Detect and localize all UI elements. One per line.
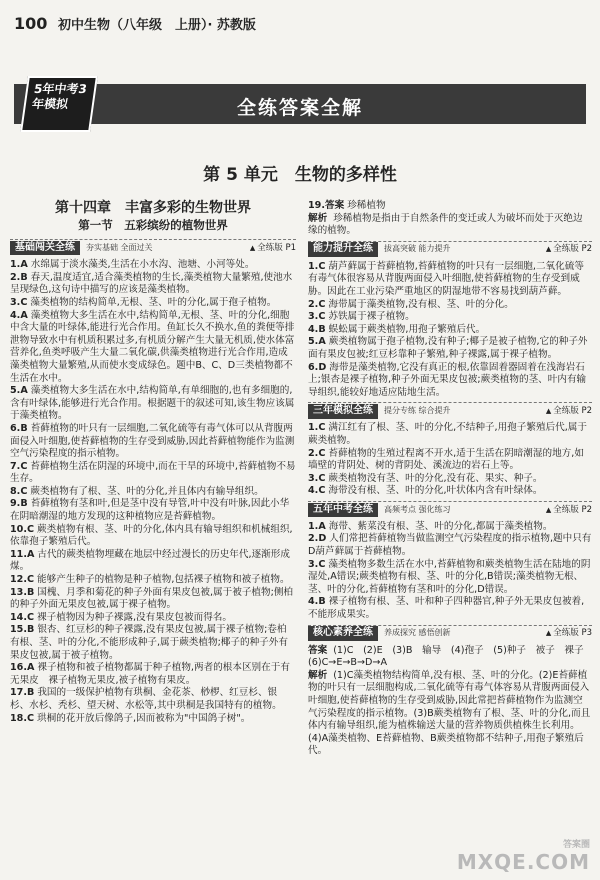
answer-item	[308, 559, 592, 597]
section-title: 第一节 五彩缤纷的植物世界	[78, 217, 228, 232]
right-column	[308, 200, 592, 758]
answer-number: 18.C	[10, 712, 35, 724]
answer-item	[308, 473, 592, 486]
answer-item	[10, 624, 296, 662]
answer-text: 春天,温度适宜,适合藻类植物的生长,藻类植物大量繁殖,使池水呈现绿色,这句诗中描写的应该是藻类植物。	[10, 271, 293, 296]
section-bar-five-year: 五年中考全练 高频考点 强化练习 ▲ 全练版 P2	[308, 501, 592, 518]
answer-item	[10, 524, 296, 549]
answer-text: 蕨类植物没有茎、叶的分化,没有花、果实、种子。	[328, 472, 543, 484]
answer-text: 苔藓植物有茎和叶,但是茎中没有导管,叶中没有叶脉,因此小华在阴暗潮湿的地方发现的这种植物应是苔藓植物。	[10, 498, 290, 523]
answer-number: 3.C	[308, 472, 326, 484]
answer-number: 6.D	[308, 361, 327, 373]
answer-text: 水绵属于淡水藻类,生活在小水沟、池塘、小河等处。	[30, 259, 255, 271]
answer-item	[10, 687, 296, 712]
answer-item	[308, 596, 592, 621]
answer-text: 苔藓植物生活在阴湿的环境中,而在干旱的环境中,苔藓植物不易生存。	[10, 460, 296, 485]
answer-text: 裸子植物和被子植物都属于种子植物,两者的根本区别在于有无果皮 裸子植物无果皮,被子植物有果皮。	[10, 662, 290, 686]
answer-item	[308, 362, 592, 400]
answer-text: 海带属于藻类植物,没有根、茎、叶的分化。	[328, 298, 514, 310]
answer-number: 1.C	[308, 422, 326, 434]
left-column	[10, 200, 296, 725]
answer-banner	[14, 84, 586, 124]
answer-number: 10.C	[10, 523, 35, 535]
answer-number: 2.B	[10, 271, 28, 283]
answer-text: 裸子植物有根、茎、叶和种子四种器官,种子外无果皮包被着,不能形成果实。	[308, 596, 585, 621]
answer-item	[308, 448, 592, 473]
answer-list-three-year	[308, 422, 592, 498]
unit-title: 第 5 单元 生物的多样性	[203, 165, 397, 185]
answer-text: 蕨类植物属于孢子植物,没有种子;椰子是被子植物,它的种子外面有果皮包被;红豆杉靠种子繁殖,种子裸露,属于裸子植物。	[308, 336, 588, 360]
answer-item	[308, 422, 592, 447]
answer-number: 1.C	[308, 260, 326, 272]
answer-list-basic	[10, 259, 296, 725]
answer-number: 4.B	[308, 596, 326, 608]
banner-title: 全练答案全解	[236, 97, 363, 119]
answer-number: 14.C	[10, 611, 35, 623]
answer-item	[10, 662, 296, 687]
answer-text: 藻类植物多数生活在水中,苔藓植物和蕨类植物生活在陆地的阴湿处,A错误;蕨类植物有根、茎、叶的分化,B错误;藻类植物无根、茎、叶的分化,苔藓植物有茎和叶的分化,D错误。	[308, 558, 591, 595]
watermark	[457, 837, 590, 874]
core-analysis: 解析 (1)C藻类植物结构简单,没有根、茎、叶的分化。(2)E苔藓植物的叶只有一层细胞构成,二氧化硫等有毒气体容易从背腹两面侵入叶细胞,使苔藓植物的生存受到威胁,因此常把苔藓植物作为监测空气污染程度的指示植物。(3)B蕨类植物有了根、茎、叶的分化,而且体内有输导组织,能为植株输送大量的营养物质供植株生长利用。(4)A藻类植物、E苔藓植物、B蕨类植物都不结种子,用孢子繁殖后代。	[308, 669, 591, 757]
answer-text: 我国的一级保护植物有珙桐、金花茶、桫椤、红豆杉、银杉、水杉、秃杉、望天树、水松等,其中珙桐是我国特有的植物。	[10, 687, 282, 711]
watermark-sub: 答案圈	[562, 840, 590, 850]
answer-number: 11.A	[10, 548, 35, 560]
answer-item	[10, 612, 296, 625]
answer-text: 海带是藻类植物,它没有真正的根,依靠固着器固着在浅海岩石上;银杏是裸子植物,种子外面无果皮包被;蕨类植物的茎、叶内有输导组织,能较好地适应陆地生活。	[308, 361, 587, 398]
answer-item	[308, 521, 592, 534]
section-bar-ability: 能力提升全练 拔高突破 能力提升 ▲ 全练版 P2	[308, 241, 592, 258]
answer-item	[308, 311, 592, 324]
answer-text: 人们常把苔藓植物当做监测空气污染程度的指示植物,题中只有D葫芦藓属于苔藓植物。	[308, 533, 592, 558]
answer-list-ability	[308, 261, 592, 400]
answer-number: 1.A	[308, 520, 326, 532]
answer-item	[10, 297, 296, 310]
answer-number: 15.B	[10, 624, 35, 636]
answer-item	[10, 713, 296, 726]
answer-text: 葫芦藓属于苔藓植物,苔藓植物的叶只有一层细胞,二氧化硫等有毒气体很容易从背腹两面侵入叶细胞,使苔藓植物的生存受到威胁。因此在工业污染严重地区的阴湿地带不容易找到葫芦藓。	[308, 260, 584, 297]
answer-19: 19.答案 珍稀植物	[308, 200, 386, 211]
answer-item	[308, 261, 592, 299]
answer-item	[308, 336, 592, 361]
series-logo: 5年中考3年模拟	[20, 76, 98, 132]
answer-number: 2.C	[308, 447, 326, 459]
answer-number: 12.C	[10, 574, 35, 586]
answer-number: 8.C	[10, 485, 28, 497]
answer-number: 5.A	[10, 385, 28, 397]
answer-text: 满江红有了根、茎、叶的分化,不结种子,用孢子繁殖后代,属于蕨类植物。	[308, 422, 587, 446]
answer-number: 3.C	[308, 558, 326, 570]
page-header	[14, 14, 586, 36]
answer-item	[10, 461, 296, 486]
answer-text: 珙桐的花开放后像鸽子,因而被称为"中国鸽子树"。	[37, 712, 251, 724]
answer-item	[10, 272, 296, 297]
answer-number: 17.B	[10, 687, 35, 699]
answer-number: 16.A	[10, 662, 35, 674]
answer-item	[308, 324, 592, 337]
answer-text: 藻类植物大多生活在水中,结构简单,无根、茎、叶的分化,细胞中含大量的叶绿体,能进行光合作用。鱼缸长久不换水,鱼的粪便等排泄物导致水中有机质积累过多,有机质分解产生大量无机质,使水体富营养化,鱼类呼吸产生大量二氧化碳,供藻类植物进行光合作用,造成藻类植物大量繁殖,从而使水变成绿色。题中B、C、D三类植物都不生活在水中。	[10, 309, 295, 384]
chapter-title: 第十四章 丰富多彩的生物世界	[55, 200, 251, 216]
answer-text: 蜈蚣属于蕨类植物,用孢子繁殖后代。	[328, 323, 486, 335]
answer-item	[10, 549, 296, 574]
answer-item	[10, 574, 296, 587]
answer-item	[10, 385, 296, 423]
answer-item	[10, 310, 296, 386]
answer-text: 藻类植物大多生活在水中,结构简单,有单细胞的,也有多细胞的,含有叶绿体,能够进行光合作用。根据题干的叙述可知,该生物应该属于藻类植物。	[10, 385, 295, 422]
answer-item	[10, 259, 296, 272]
answer-text: 藻类植物的结构简单,无根、茎、叶的分化,属于孢子植物。	[30, 296, 277, 308]
answer-text: 海带、紫菜没有根、茎、叶的分化,都属于藻类植物。	[328, 520, 553, 532]
answer-item	[10, 498, 296, 523]
answer-text: 国槐、月季和菊花的种子外面有果皮包被,属于被子植物;侧柏的种子外面无果皮包被,属于裸子植物。	[10, 586, 294, 611]
answer-item	[308, 299, 592, 312]
page-number: 100	[14, 14, 48, 33]
section-ref: ▲ 全练版 P1	[250, 242, 296, 255]
answer-text: 蕨类植物有根、茎、叶的分化,体内具有输导组织和机械组织,依靠孢子繁殖后代。	[10, 523, 293, 548]
answer-text: 银杏、红豆杉的种子裸露,没有果皮包被,属于裸子植物;卷柏有根、茎、叶的分化,不能形成种子,属于蕨类植物;椰子的种子外有果皮包被,属于被子植物。	[10, 624, 288, 661]
answer-list-five-year	[308, 521, 592, 622]
answer-number: 13.B	[10, 586, 35, 598]
answer-number: 1.A	[10, 259, 28, 271]
answer-number: 2.D	[308, 533, 327, 545]
answer-number: 9.B	[10, 498, 28, 510]
answer-item	[10, 423, 296, 461]
answer-item	[308, 485, 592, 498]
book-title: 初中生物（八年级 上册）· 苏教版	[57, 18, 256, 33]
answer-number: 4.C	[308, 485, 326, 497]
core-answer: 答案 (1)C (2)E (3)B 输导 (4)孢子 (5)种子 被子 裸子 (6)C→E→B→D→A	[308, 644, 594, 669]
answer-item	[308, 533, 592, 558]
section-bar-basic	[10, 239, 296, 256]
section-tag: 基础闯关全练	[10, 241, 80, 256]
answer-text: 蕨类植物有了根、茎、叶的分化,并且体内有输导组织。	[30, 485, 264, 497]
answer-number: 3.C	[10, 296, 28, 308]
answer-item	[10, 587, 296, 612]
answer-number: 3.C	[308, 311, 326, 323]
answer-text: 苏铁属于裸子植物。	[328, 311, 415, 323]
answer-number: 4.B	[308, 323, 326, 335]
answer-text: 海带没有根、茎、叶的分化,叶状体内含有叶绿体。	[328, 485, 543, 497]
answer-number: 5.A	[308, 336, 326, 348]
answer-text: 古代的蕨类植物埋藏在地层中经过漫长的历史年代,逐渐形成煤。	[10, 548, 290, 573]
answer-item	[10, 486, 296, 499]
answer-text: 苔藓植物的叶只有一层细胞,二氧化硫等有毒气体可以从背腹两面侵入叶细胞,使苔藓植物的生存受到威胁,因此苔藓植物能作为监测空气污染程度的指示植物。	[10, 422, 295, 460]
watermark-text: MXQE.COM	[456, 850, 590, 874]
section-bar-core: 核心素养全练 养成探究 感悟创新 ▲ 全练版 P3	[308, 625, 592, 642]
answer-text: 能够产生种子的植物是种子植物,包括裸子植物和被子植物。	[37, 574, 290, 586]
answer-number: 7.C	[10, 460, 28, 472]
answer-19-explanation: 解析 珍稀植物是指由于自然条件的变迁或人为破坏而处于灭绝边缘的植物。	[308, 212, 583, 237]
answer-text: 裸子植物因为种子裸露,没有果皮包被而得名。	[37, 611, 232, 623]
answer-text: 苔藓植物的生殖过程离不开水,适于生活在阴暗潮湿的地方,如墙壁的背阴处、树的背阴处、溪流边的岩石上等。	[308, 447, 584, 472]
section-bar-three-year: 三年模拟全练 提分专练 综合提升 ▲ 全练版 P2	[308, 402, 592, 419]
section-subtitle: 夯实基础 全面过关	[86, 242, 153, 252]
answer-number: 6.B	[10, 422, 28, 434]
answer-number: 2.C	[308, 298, 326, 310]
answer-number: 4.A	[10, 309, 28, 321]
